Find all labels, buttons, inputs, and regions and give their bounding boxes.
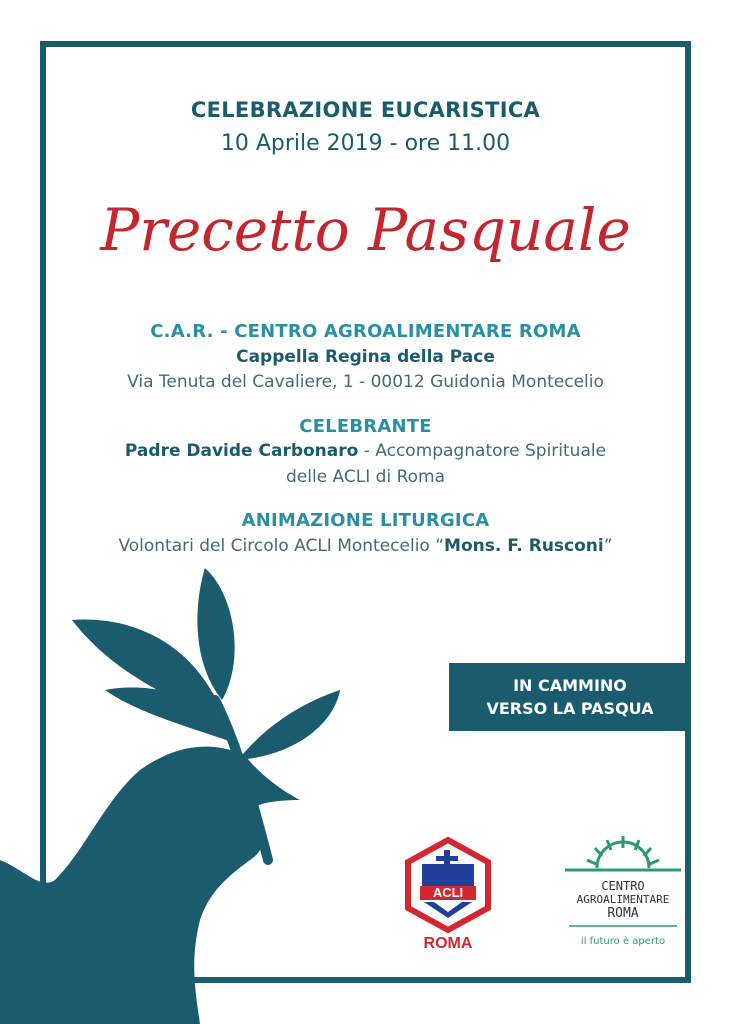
chapel-name: Cappella Regina della Pace (236, 347, 495, 367)
celebrant-role: - Accompagnatore Spirituale (358, 441, 607, 461)
liturgy-close-quote: ” (603, 536, 613, 556)
liturgy-name: Mons. F. Rusconi (444, 536, 604, 556)
car-logo-line3: ROMA (607, 906, 639, 921)
car-logo-line2: AGROALIMENTARE (576, 893, 670, 906)
celebrant-line (0, 441, 731, 461)
liturgy-line (0, 536, 731, 556)
banner-line2: VERSO LA PASQUA (486, 699, 654, 718)
celebrant-name: Padre Davide Carbonaro (124, 441, 359, 461)
acli-roma-logo (402, 836, 494, 952)
car-logo (555, 832, 691, 952)
celebrant-heading: CELEBRANTE (299, 416, 432, 437)
journey-banner (449, 663, 691, 731)
event-heading: CELEBRAZIONE EUCARISTICA (190, 98, 541, 122)
address: Via Tenuta del Cavaliere, 1 - 00012 Guidonia Montecelio (127, 372, 604, 392)
car-logo-line1: CENTRO (601, 879, 645, 893)
banner-line1: IN CAMMINO (513, 676, 627, 695)
acli-logo-city: ROMA (423, 935, 473, 952)
celebrant-role-line2: delle ACLI di Roma (286, 467, 445, 487)
liturgy-text: Volontari del Circolo ACLI Montecelio “ (118, 536, 445, 556)
liturgy-heading: ANIMAZIONE LITURGICA (241, 510, 490, 531)
location-heading: C.A.R. - CENTRO AGROALIMENTARE ROMA (150, 321, 581, 342)
poster-title: Precetto Pasquale (100, 196, 631, 264)
acli-logo-text: ACLI (432, 885, 464, 900)
event-date: 10 Aprile 2019 - ore 11.00 (220, 131, 511, 156)
car-logo-tagline: il futuro è aperto (580, 936, 666, 947)
